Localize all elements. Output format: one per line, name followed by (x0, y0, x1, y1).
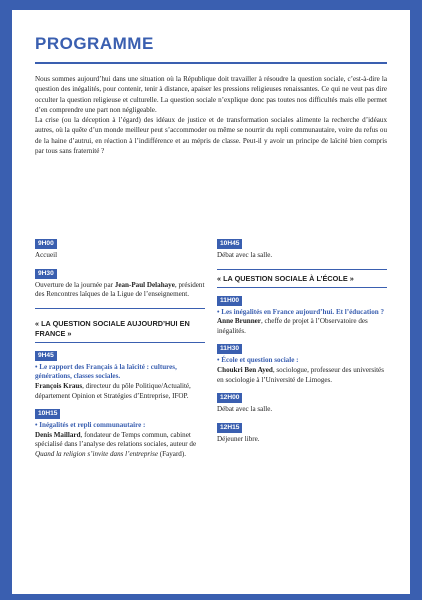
item-text-post: , président des Rencontres laïques de la Ligue de l’enseignement. (35, 280, 205, 299)
time-badge: 10H15 (35, 409, 60, 419)
section-title: « LA QUESTION SOCIALE À L’ÉCOLE » (217, 269, 387, 288)
time-badge: 11H30 (217, 344, 242, 354)
program-page (12, 10, 410, 594)
intro-text (35, 74, 387, 156)
talk-title: • Les inégalités en France aujourd’hui. Et l’éducation ? (217, 307, 385, 316)
speaker-role: , sociologue, professeur des universités en sociologie à l’Université de Limoges. (217, 365, 384, 384)
schedule-item (35, 351, 205, 401)
publisher: (Fayard). (158, 449, 186, 458)
talk-title: • École et question sociale : (217, 356, 299, 365)
speaker-name: Denis Maillard (35, 430, 81, 439)
schedule-item (217, 239, 387, 261)
speaker-name: François Kraus (35, 381, 83, 390)
schedule-item (217, 393, 387, 415)
left-column (35, 239, 205, 468)
item-text (35, 421, 205, 459)
speaker-name: Choukri Ben Ayed (217, 365, 273, 374)
time-badge: 12H00 (217, 393, 242, 403)
schedule-item (35, 409, 205, 459)
time-badge: 10H45 (217, 239, 242, 249)
item-text (217, 308, 387, 337)
item-text: Accueil (35, 251, 58, 259)
item-text-pre: Ouverture de la journée par (35, 280, 115, 289)
item-text (35, 363, 205, 401)
right-column (217, 239, 387, 452)
speaker-role: , cheffe de projet à l’Observatoire des inégalités. (217, 317, 368, 335)
schedule-item (217, 423, 387, 445)
speaker-name: Jean-Paul Delahaye (114, 280, 175, 289)
item-text: Déjeuner libre. (217, 434, 260, 443)
time-badge: 12H15 (217, 423, 242, 433)
page-title: PROGRAMME (35, 34, 154, 53)
speaker-role: , fondateur de Temps commun, cabinet spécialisé dans l’analyse des relations sociales, auteur de (35, 430, 197, 449)
title-divider (35, 62, 387, 64)
speaker-name: Anne Brunner (217, 317, 261, 326)
intro-paragraph-1: Nous sommes aujourd’hui dans une situation où la République doit travailler à résoudre la question sociale, c’est-à-dire la question des inégalités, pour contenir, tenir à distance, apaiser les pressions religieuses renaissantes. Ce qui ne veut pas dire occulter la question religieuse et culturelle. La question sociale n’explique donc pas toutes nos difficultés mais elle permet d’en comprendre une part non négligeable. (35, 75, 387, 114)
time-badge: 11H00 (217, 296, 242, 306)
item-text (35, 281, 205, 300)
item-text: Débat avec la salle. (217, 251, 273, 259)
schedule-item (35, 239, 205, 261)
intro-paragraph-2: La crise (ou la déception à l’égard) des idéaux de justice et de transformation sociales alimente la recherche d’idéaux autres, où la quête d’un monde meilleur peut s’accommoder ou même se nourrir du repli communautaire, voire du refus ou de la haine d’autrui, en réaction à l’indifférence et au mépris de classe. Peut-il y avoir un principe de laïcité bien compris par tous sans fraternité ? (35, 116, 387, 156)
section-divider (35, 308, 205, 309)
item-text: Débat avec la salle. (217, 405, 273, 414)
schedule-item (35, 269, 205, 300)
book-title: Quand la religion s’invite dans l’entreprise (35, 449, 159, 458)
time-badge: 9H30 (35, 269, 57, 279)
item-text (217, 356, 387, 385)
talk-title: • Le rapport des Français à la laïcité : cultures, générations, classes sociales. (35, 362, 177, 381)
time-badge: 9H00 (35, 239, 57, 249)
talk-title: • Inégalités et repli communautaire : (35, 421, 146, 430)
time-badge: 9H45 (35, 351, 57, 361)
section-title: « LA QUESTION SOCIALE AUJOURD’HUI EN FRANCE » (35, 315, 205, 343)
schedule-item (217, 344, 387, 385)
speaker-role: , directeur du pôle Politique/Actualité, département Opinion et Stratégies d’Entreprise, IFOP. (35, 381, 191, 400)
schedule-item (217, 296, 387, 337)
